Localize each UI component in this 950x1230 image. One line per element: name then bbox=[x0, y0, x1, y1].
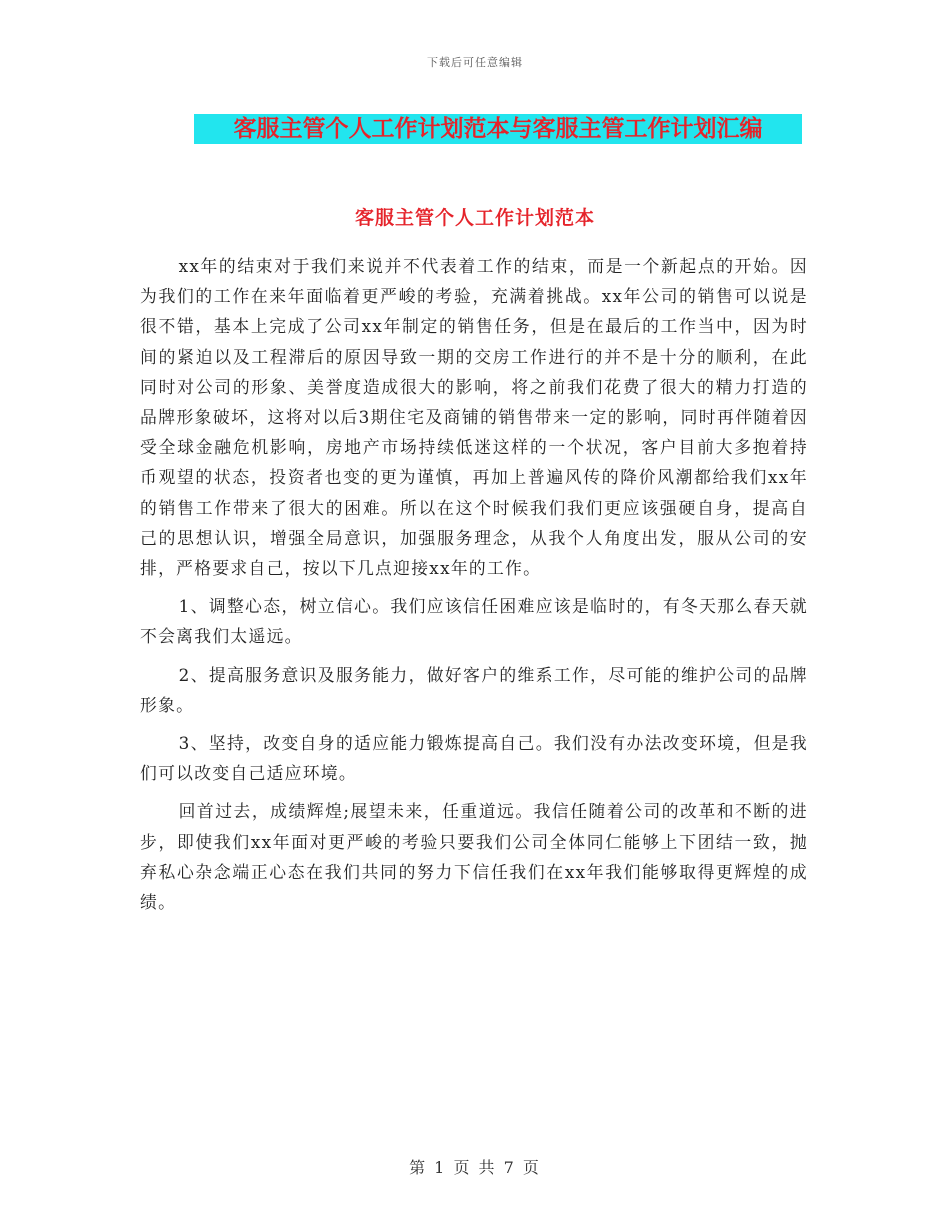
paragraph-point-2: 2、提高服务意识及服务能力，做好客户的维系工作，尽可能的维护公司的品牌形象。 bbox=[140, 664, 808, 715]
page-footer: 第 1 页 共 7 页 bbox=[409, 1158, 541, 1177]
sub-title: 客服主管个人工作计划范本 bbox=[354, 207, 595, 229]
document-body bbox=[140, 251, 808, 917]
main-title-highlight bbox=[194, 114, 802, 144]
paragraph-conclusion: 回首过去，成绩辉煌;展望未来，任重道远。我信任随着公司的改革和不断的进步，即使我们xx年面对更严峻的考验只要我们公司全体同仁能够上下团结一致，抛弃私心杂念端正心态在我们共同的努力下信任我们在xx年我们能够取得更辉煌的成绩。 bbox=[140, 801, 808, 913]
paragraph-point-3: 3、坚持，改变自身的适应能力锻炼提高自己。我们没有办法改变环境，但是我们可以改变自己适应环境。 bbox=[140, 733, 808, 784]
header-note: 下载后可任意编辑 bbox=[427, 56, 523, 69]
main-title: 客服主管个人工作计划范本与客服主管工作计划汇编 bbox=[233, 115, 763, 142]
paragraph-point-1: 1、调整心态，树立信心。我们应该信任困难应该是临时的，有冬天那么春天就不会离我们太遥远。 bbox=[140, 596, 808, 647]
paragraph-intro: xx年的结束对于我们来说并不代表着工作的结束，而是一个新起点的开始。因为我们的工作在来年面临着更严峻的考验，充满着挑战。xx年公司的销售可以说是很不错，基本上完成了公司xx年制定的销售任务，但是在最后的工作当中，因为时间的紧迫以及工程滞后的原因导致一期的交房工作进行的并不是十分的顺利，在此同时对公司的形象、美誉度造成很大的影响，将之前我们花费了很大的精力打造的品牌形象破坏，这将对以后3期住宅及商铺的销售带来一定的影响，同时再伴随着因受全球金融危机影响，房地产市场持续低迷这样的一个状况，客户目前大多抱着持币观望的状态，投资者也变的更为谨慎，再加上普遍风传的降价风潮都给我们xx年的销售工作带来了很大的困难。所以在这个时候我们我们更应该强硬自身，提高自己的思想认识，增强全局意识，加强服务理念，从我个人角度出发，服从公司的安排，严格要求自己，按以下几点迎接xx年的工作。 bbox=[140, 256, 808, 579]
